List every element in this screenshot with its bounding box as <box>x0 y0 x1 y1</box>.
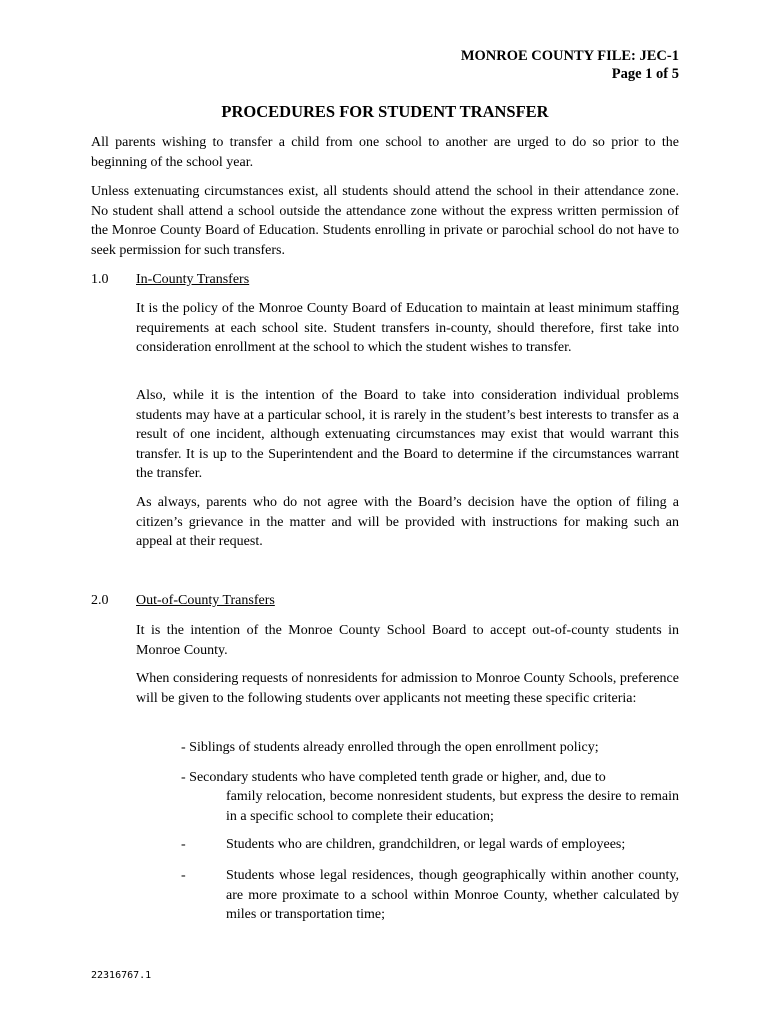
file-id: MONROE COUNTY FILE: JEC-1 <box>460 48 679 64</box>
section-1-paragraph-1: It is the policy of the Monroe County Board of Education to maintain at least minimum staffing requirements at each school site. Student transfers in-county, should therefore, first take into consideration enrollment at the school to which the student wishes to transfer. <box>136 301 679 355</box>
section-1-paragraph-3: As always, parents who do not agree with the Board’s decision have the option of filing a citizen’s grievance in the matter and will be provided with instructions for making such an appeal at their request. <box>136 495 679 549</box>
section-1-paragraph-2: Also, while it is the intention of the Board to take into consideration individual problems students may have at a particular school, it is rarely in the student’s best interests to transfer as a result of one incident, although extenuating circumstances may exist that would warrant this transfer. It is up to the Superintendent and the Board to determine if the circumstances warrant the transfer. <box>136 388 679 481</box>
intro-paragraph-1: All parents wishing to transfer a child from one school to another are urged to do so prior to the beginning of the school year. <box>91 135 679 170</box>
section-2-heading: Out-of-County Transfers <box>136 593 275 608</box>
section-2-number: 2.0 <box>91 593 109 608</box>
section-1-heading: In-County Transfers <box>136 272 250 287</box>
criteria-item-secondary: - Secondary students who have completed tenth grade or higher, and, due to <box>181 770 606 785</box>
intro-paragraph-2: Unless extenuating circumstances exist, all students should attend the school in their attendance zone. No student shall attend a school outside the attendance zone without the express written permission of the Monroe County Board of Education. Students enrolling in private or parochial school do not have to seek permission for such transfers. <box>91 184 679 258</box>
criteria-dash: - <box>181 868 186 883</box>
document-number: 22316767.1 <box>91 970 152 981</box>
criteria-item-employees: Students who are children, grandchildren, or legal wards of employees; <box>226 837 626 852</box>
criteria-item-proximate: Students whose legal residences, though geographically within another county, are more proximate to a school within Monroe County, whether calculated by miles or transportation time; <box>226 868 679 922</box>
section-2-paragraph-2: When considering requests of nonresidents for admission to Monroe County Schools, preference will be given to the following students over applicants not meeting these specific criteria: <box>136 671 679 706</box>
section-2-paragraph-1: It is the intention of the Monroe County School Board to accept out-of-county students in Monroe County. <box>136 623 679 658</box>
page-number: Page 1 of 5 <box>611 66 679 82</box>
section-1-number: 1.0 <box>91 272 109 287</box>
criteria-item-siblings: - Siblings of students already enrolled through the open enrollment policy; <box>181 740 599 755</box>
document-title: PROCEDURES FOR STUDENT TRANSFER <box>221 102 549 121</box>
criteria-dash: - <box>181 837 186 852</box>
file-header <box>461 47 679 83</box>
criteria-item-secondary-continued: family relocation, become nonresident students, but express the desire to remain in a specific school to complete their education; <box>226 789 679 824</box>
